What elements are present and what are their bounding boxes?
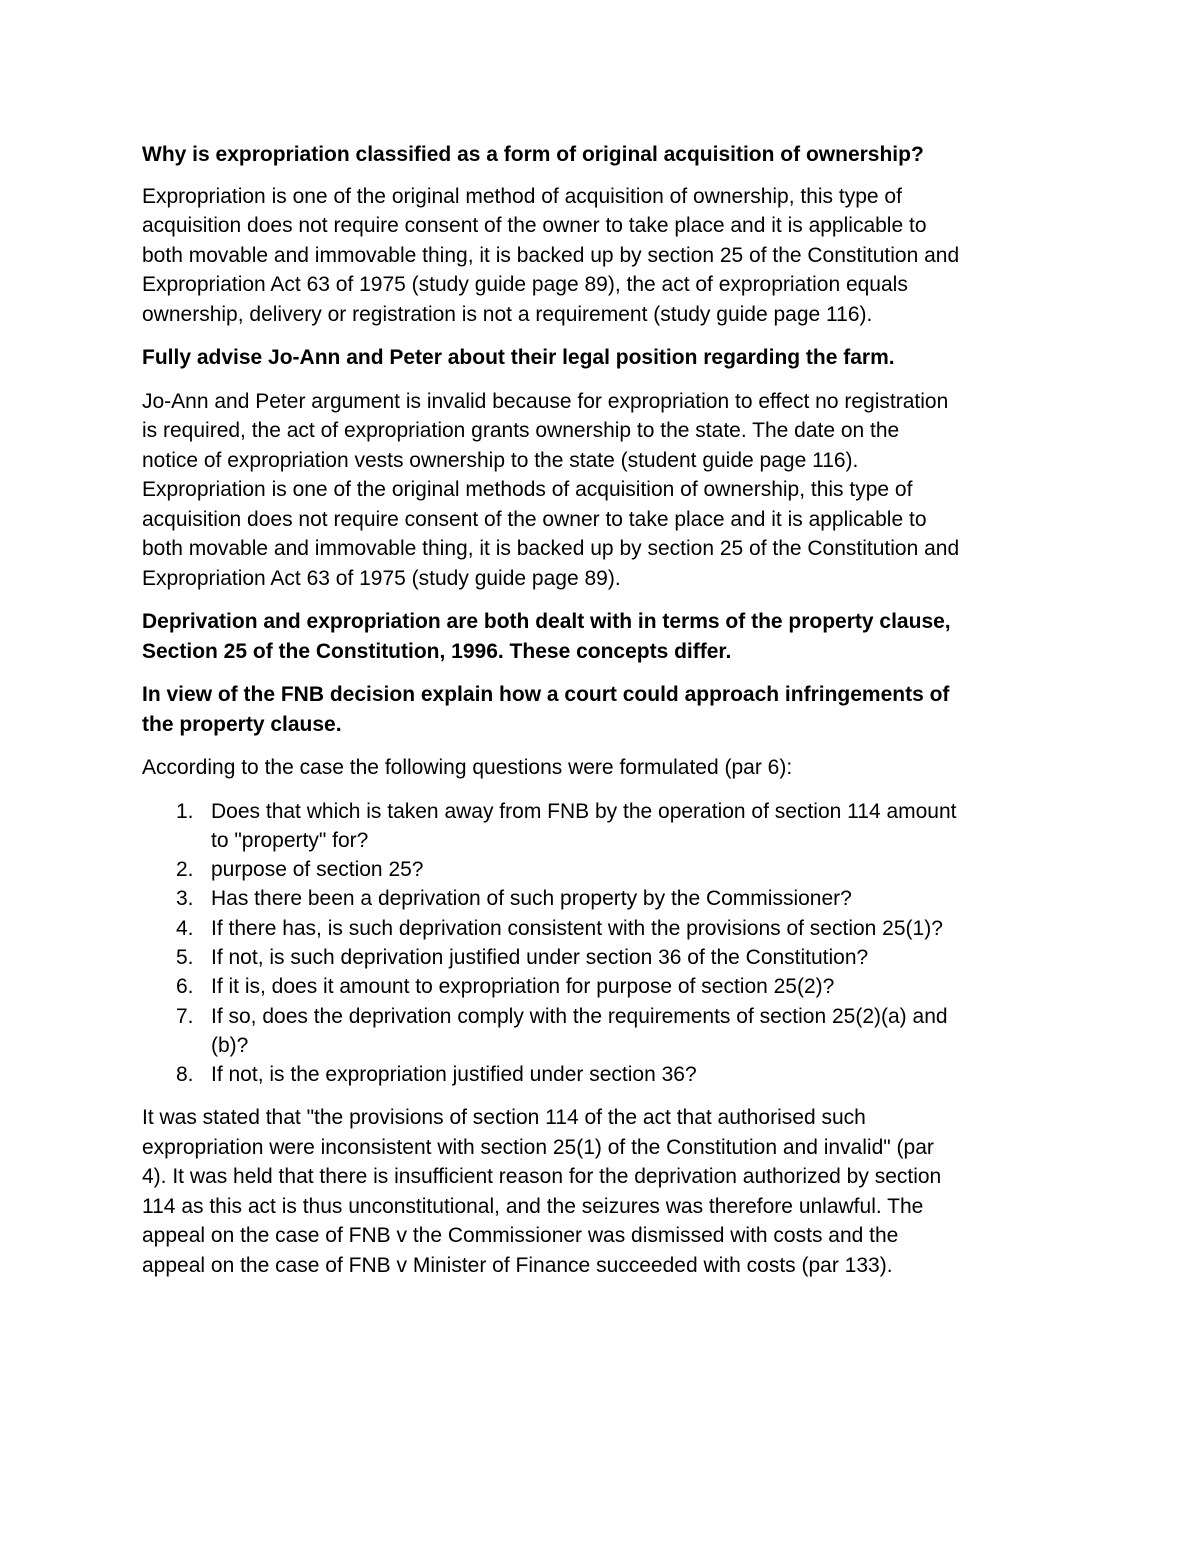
text-line: 4). It was held that there is insufficient reason for the deprivation authorized by section — [142, 1165, 942, 1189]
text-line: It was stated that "the provisions of section 114 of the act that authorised such — [142, 1106, 866, 1130]
text-line: Does that which is taken away from FNB by the operation of section 114 amount — [211, 799, 957, 823]
list-item — [142, 972, 1072, 1001]
text-line: the property clause. — [142, 712, 342, 736]
text-line: Jo-Ann and Peter argument is invalid because for expropriation to effect no registration — [142, 389, 949, 413]
text-line: (b)? — [211, 1033, 249, 1057]
text-line: If it is, does it amount to expropriation for purpose of section 25(2)? — [211, 975, 835, 999]
list-item — [142, 855, 1072, 884]
list-number: 7. — [176, 1004, 194, 1028]
text-line: appeal on the case of FNB v Minister of Finance succeeded with costs (par 133). — [142, 1253, 893, 1277]
answer-paragraph-2 — [142, 387, 1072, 594]
answer-paragraph-1 — [142, 182, 1072, 330]
text-line: Expropriation Act 63 of 1975 (study guide page 89). — [142, 566, 621, 590]
list-number: 6. — [176, 975, 194, 999]
text-line: If so, does the deprivation comply with the requirements of section 25(2)(a) and — [211, 1004, 948, 1028]
text-line: Expropriation is one of the original methods of acquisition of ownership, this type of — [142, 478, 913, 501]
text-line: is required, the act of expropriation grants ownership to the state. The date on the — [142, 419, 900, 442]
text-line: Has there been a deprivation of such property by the Commissioner? — [211, 887, 852, 911]
text-line: both movable and immovable thing, it is backed up by section 25 of the Constitution and — [142, 243, 960, 267]
question-heading-3 — [142, 607, 1072, 666]
text-line: expropriation were inconsistent with section 25(1) of the Constitution and invalid" (par — [142, 1135, 934, 1159]
text-line: In view of the FNB decision explain how a court could approach infringements of — [142, 683, 950, 706]
list-number: 8. — [176, 1063, 194, 1087]
list-item — [142, 943, 1072, 972]
text-line: both movable and immovable thing, it is backed up by section 25 of the Constitution and — [142, 537, 960, 560]
answer-conclusion — [142, 1103, 1072, 1280]
question-heading-4 — [142, 680, 1072, 739]
text-line: Fully advise Jo-Ann and Peter about their legal position regarding the farm. — [142, 346, 895, 369]
text-line: Section 25 of the Constitution, 1996. These concepts differ. — [142, 639, 732, 663]
list-number: 4. — [176, 916, 194, 940]
list-item — [142, 914, 1072, 943]
question-heading-1 — [142, 140, 1072, 170]
text-line: Expropriation Act 63 of 1975 (study guide page 89), the act of expropriation equals — [142, 273, 908, 296]
list-item — [142, 884, 1072, 913]
question-heading-2 — [142, 343, 1072, 373]
text-line: If not, is such deprivation justified under section 36 of the Constitution? — [211, 945, 869, 969]
text-line: Deprivation and expropriation are both dealt with in terms of the property clause, — [142, 610, 951, 633]
text-line: acquisition does not require consent of the owner to take place and it is applicable to — [142, 214, 927, 237]
text-line: Expropriation is one of the original method of acquisition of ownership, this type of — [142, 184, 902, 208]
text-line: ownership, delivery or registration is not a requirement (study guide page 116). — [142, 302, 873, 326]
text-line: According to the case the following questions were formulated (par 6): — [142, 756, 793, 779]
answer-intro — [142, 753, 1072, 783]
text-line: acquisition does not require consent of the owner to take place and it is applicable to — [142, 507, 927, 531]
text-line: appeal on the case of FNB v the Commissioner was dismissed with costs and the — [142, 1224, 899, 1248]
list-number: 2. — [176, 858, 194, 882]
text-line: notice of expropriation vests ownership to the state (student guide page 116). — [142, 448, 859, 472]
list-item — [142, 1002, 1072, 1061]
text-line: purpose of section 25? — [211, 858, 424, 882]
list-number: 1. — [176, 799, 194, 823]
list-number: 5. — [176, 945, 194, 969]
document-page — [142, 140, 1072, 1294]
list-item — [142, 797, 1072, 856]
text-line: to "property" for? — [211, 828, 369, 852]
numbered-questions-list — [142, 797, 1072, 1090]
text-line: If there has, is such deprivation consistent with the provisions of section 25(1)? — [211, 916, 943, 940]
text-line: 114 as this act is thus unconstitutional, and the seizures was therefore unlawful. The — [142, 1194, 924, 1218]
list-number: 3. — [176, 887, 194, 911]
list-item — [142, 1060, 1072, 1089]
text-line: Why is expropriation classified as a form of original acquisition of ownership? — [142, 143, 924, 166]
text-line: If not, is the expropriation justified under section 36? — [211, 1063, 697, 1087]
